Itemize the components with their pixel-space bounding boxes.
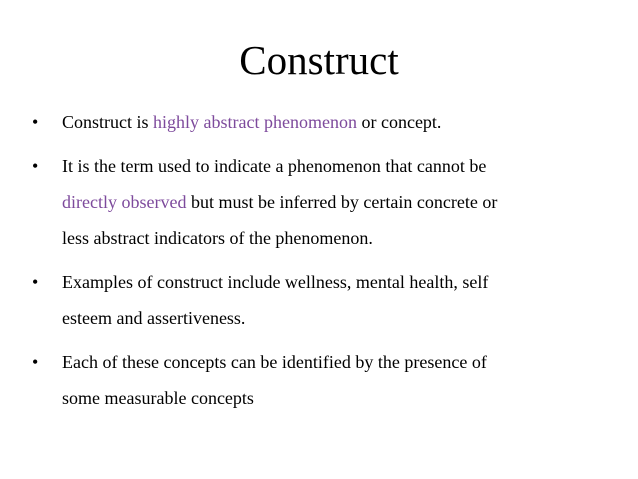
bullet-text: It is the term used to indicate a phenomenon that cannot be: [62, 156, 487, 176]
bullet-text: or concept.: [356, 112, 442, 132]
bullet-text: less abstract indicators of the phenomenon.: [62, 228, 373, 248]
bullet-marker: •: [32, 352, 39, 372]
bullet-marker: •: [32, 112, 39, 132]
slide-title: Construct: [239, 37, 399, 83]
bullet-marker: •: [32, 156, 39, 176]
bullet-item: [32, 148, 602, 256]
bullet-text: esteem and assertiveness.: [62, 308, 246, 328]
bullet-text: Examples of construct include wellness, mental health, self: [62, 272, 489, 292]
bullet-text: Each of these concepts can be identified by the presence of: [62, 352, 487, 372]
bullet-item: [32, 344, 602, 416]
bullet-text: some measurable concepts: [62, 388, 254, 408]
bullet-text: but must be inferred by certain concrete or: [186, 192, 498, 212]
highlight-text: highly abstract phenomenon: [153, 112, 357, 132]
bullet-item: [32, 264, 602, 336]
bullet-marker: •: [32, 272, 39, 292]
highlight-text: directly observed: [62, 192, 187, 212]
bullet-text: Construct is: [62, 112, 154, 132]
bullet-item: [32, 104, 602, 140]
